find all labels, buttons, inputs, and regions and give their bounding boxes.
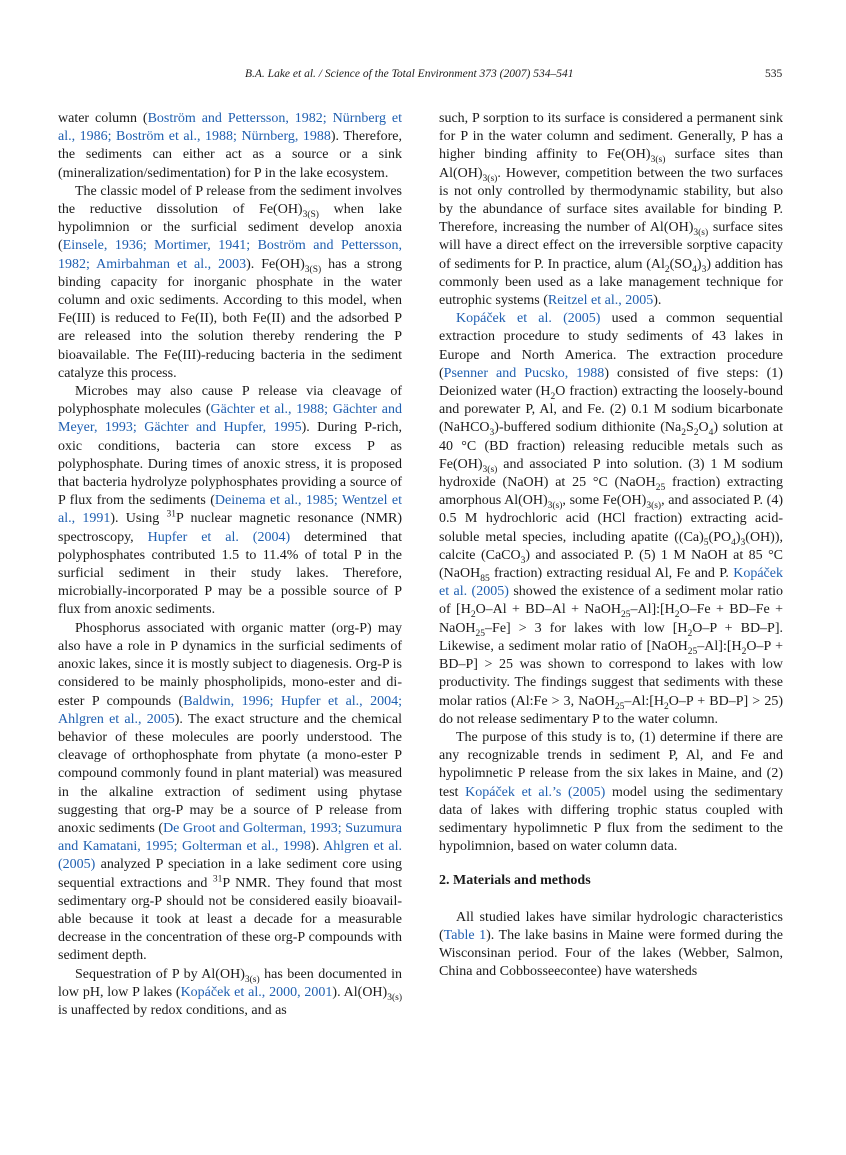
subscript: 3(s) [650,155,666,166]
subscript: 3(s) [547,501,563,512]
text-run: The purpose of this study is to, (1) determine if there are any recognizable trends in sediment P, Al, and Fe and hypolimnetic P release from the six lakes in Maine, and (2) test [439,729,783,800]
citation-link[interactable]: Boström and Pettersson, 1982; Nürnberg et al., 1986; Boström et al., 1988; Nürnberg, 1988 [58,111,402,145]
subscript: 25 [687,646,698,657]
paragraph [439,909,783,982]
section-heading: 2. Materials and methods [439,873,591,889]
text-run: Microbes may also cause P release via cleavage of polyphosphate molecules ( [58,384,402,418]
text-run: )-buffered sodium dithionite (Na [494,420,682,436]
text-run: (SO [669,256,693,272]
text-run: –Fe] > 3 for lakes with low [H [485,620,688,636]
subscript: 25 [655,482,666,493]
subscript: 3(S) [304,264,322,275]
left-column [58,110,402,1020]
citation-link[interactable]: De Groot and Golterman, 1993; Suzumura and Kamatani, 1995; Golterman et al., 1998 [58,820,402,855]
text-run: All studied lakes have similar hydrologic characteristics ( [439,909,783,943]
text-run: ) consisted of five steps: (1) Deionized water (H [439,365,783,400]
citation-link[interactable]: Psenner and Pucsko, 1988 [443,365,605,381]
subscript: 2 [741,646,747,657]
paragraph [439,310,783,729]
subscript: 2 [681,428,686,439]
subscript: 5 [703,537,709,548]
subscript: 3 [740,537,746,548]
citation-link[interactable]: Deinema et al., 1985; Wentzel et al., 1991 [58,493,403,527]
subscript: 2 [674,610,680,621]
citation-link[interactable]: Table 1 [443,927,487,943]
text-run: ) addition has commonly been used as a lake management technique for eutrophic systems ( [439,256,783,309]
text-run: –Al]:[H [697,638,742,654]
text-run: ) and associated P. (5) 1 M NaOH at 85 °C (NaOH [439,547,784,582]
text-run: used a common sequential extraction procedure to study sediments of 43 lakes in Europe and North America. The extraction procedure ( [439,311,783,381]
subscript: 25 [475,628,486,639]
text-run: , some Fe(OH) [562,493,647,509]
page-number: 535 [765,68,783,80]
text-run: model using the sedimentary data of lakes with differing trophic status coupled with sedimentary hypolimnetic P flux from the sediment to the hypolimnion, based on water column data. [439,784,783,855]
text-run: O–P + BD–P] > 25 was shown to correspond to lakes with low productivity. The findings suggest that sediments with these molar ratios (Al:Fe > 3, NaOH [439,638,783,709]
text-run: fraction) extracting amorphous Al(OH) [439,475,784,509]
text-run: ). During P-rich, oxic conditions, bacteria can store excess P as polyphosphate. During times of anoxic stress, it is proposed that bacteria hydrolyze polyphosphates providing a source of P flux from the sediments ( [58,420,402,509]
text-run: , and associated P. (4) 0.5 M hydrochloric acid (HCl fraction) extracting acid-soluble metal species, including apatite ((Ca) [439,493,783,545]
text-run: ). [311,839,324,855]
text-run: determined that polyphosphates contributed 1.5 to 11.4% of total P in the surficial sediment in their study lakes. Therefore, microbially-incorporated P may be a possible source of P flux from anoxic sediments. [58,529,402,618]
text-run: ) [735,529,741,545]
citation-link[interactable]: Kopáček et al. (2005) [456,311,601,327]
text-run: O fraction) extracting the loosely-bound and porewater P, Al, and Fe. (2) 0.1 M sodium bicarbonate (NaHCO [439,384,783,436]
text-run: surface sites than Al(OH) [439,147,783,181]
text-run: water column ( [58,111,148,126]
citation-link[interactable]: Kopáček et al., 2000, 2001 [180,984,333,1000]
subscript: 3(s) [244,974,260,985]
citation-link[interactable]: Kopáček et al. (2005) [439,566,783,600]
subscript: 3(s) [387,992,402,1003]
text-run: surface sites will have a direct effect on the irreversible sorptive capacity of sediments for P. In practice, alum (Al [439,220,784,272]
subscript: 4 [708,428,714,439]
citation-link[interactable]: Einsele, 1936; Mortimer, 1941; Boström and Pettersson, 1982; Amirbahman et al., 2003 [58,238,402,272]
citation-link[interactable]: Kopáček et al.’s (2005) [465,784,606,800]
text-run: ). [653,293,662,309]
text-run: has a strong binding capacity for inorganic phosphate in the water column and oxic sediments. According to this model, when Fe(III) is reduced to Fe(II), both Fe(II) and the adsorbed P are released into the solution thereby rendering the P bioavailable. The Fe(III)-reducing bacteria in the sediment catalyze this process. [58,256,402,381]
subscript: 3 [520,555,526,566]
text-run: ) solution at 40 °C (BD fraction) releasing reducible metals such as Fe(OH) [439,420,783,472]
text-run: P NMR. They found that most sedimentary org-P should not be considered easily bioavailable because it took at least a decade for a measurable decrease in the concentration of these org-P compounds with sediment depth. [58,875,402,964]
text-run: O [698,420,709,436]
text-run: (PO [708,529,732,545]
running-header [0,68,846,84]
text-run: S [685,420,694,436]
text-run: ). The exact structure and the chemical behavior of these molecules are poorly understood. The cleavage of orthophosphate from phytate (a mono-ester P compound commonly found in plant material) was measured in the alkaline extraction of sediment using phytase suggesting that org-P may be a source of P release from anoxic sediments ( [58,711,402,836]
text-run: (OH)), calcite (CaCO [439,529,783,563]
subscript: 4 [692,264,697,275]
subscript: 3(s) [646,501,662,512]
text-run: ). Al(OH) [332,984,388,1000]
running-title: B.A. Lake et al. / Science of the Total Environment 373 (2007) 534–541 [245,68,574,80]
text-run: ). Therefore, the sediments can either act as a source or a sink (mineralization/sedimentation) for P in the lake ecosystem. [58,129,403,181]
text-run: ) [696,256,702,272]
text-run: P nuclear magnetic resonance (NMR) spectroscopy, [58,511,402,545]
text-run: is unaffected by redox conditions, and as [58,1002,287,1018]
citation-link[interactable]: Baldwin, 1996; Hupfer et al., 2004; Ahlgren et al., 2005 [58,693,402,727]
subscript: 3 [489,428,495,439]
paragraph [58,620,402,966]
subscript: 2 [693,428,699,439]
text-run: ). Using [110,511,167,527]
paragraph [58,183,402,383]
subscript: 3(S) [302,209,319,220]
text-run: Sequestration of P by Al(OH) [75,966,245,982]
superscript: 31 [212,873,223,884]
text-run: analyzed P speciation in a lake sediment core using sequential extractions and [58,857,402,891]
citation-link[interactable]: Gächter et al., 1988; Gächter and Meyer, 1993; Gächter and Hupfer, 1995 [58,402,403,436]
subscript: 25 [620,610,631,621]
text-run: –Al]:[H [630,602,675,618]
text-run: showed the existence of a sediment molar ratio of [H [439,584,783,618]
text-run: and associated P into solution. (3) 1 M sodium hydroxide (NaOH) at 25 °C (NaOH [439,456,783,491]
subscript: 2 [470,610,476,621]
text-run: O–P + BD–P] > 25) do not release sedimentary P to the water column. [439,693,783,727]
subscript: 3(s) [482,464,498,475]
paragraph [439,110,783,310]
subscript: 85 [480,573,490,584]
subscript: 2 [664,701,669,712]
citation-link[interactable]: Reitzel et al., 2005 [547,293,654,309]
paragraph [58,966,402,1021]
text-run: ). The lake basins in Maine were formed during the Wisconsinan period. Four of the lakes (Webber, Salmon, China and Cobbosseecontee) have watersheds [439,927,783,980]
subscript: 4 [731,537,736,548]
citation-link[interactable]: Hupfer et al. (2004) [147,529,291,545]
subscript: 3(s) [482,173,498,184]
text-run: The classic model of P release from the sediment involves the reductive dissolution of Fe(OH) [58,183,402,218]
subscript: 25 [614,701,625,712]
paragraph [58,383,402,620]
subscript: 3 [701,264,707,275]
citation-link[interactable]: Ahlgren et al. (2005) [58,839,402,873]
text-run: ). Fe(OH) [246,256,305,272]
text-run: O–Al + BD–Al + NaOH [475,602,621,618]
superscript: 31 [166,509,176,520]
subscript: 2 [550,391,556,402]
text-run: . However, competition between the two surfaces is not only controlled by thermodynamic stability, but also by the abundance of surface sites available for binding P. Therefore, increasing the number of Al(OH) [439,165,783,236]
right-column [439,110,783,981]
subscript: 3(s) [693,228,709,239]
subscript: 2 [664,264,670,275]
text-run: when lake hypolimnion or the surficial sediment develop anoxia ( [58,202,402,254]
text-run: –Al:[H [624,693,665,709]
text-run: fraction) extracting residual Al, Fe and P. [489,566,734,582]
paragraph [58,110,402,183]
text-run: Phosphorus associated with organic matter (org-P) may also have a role in P dynamics in the surficial sediments of anoxic lakes, since it is mostly subject to diagenesis. Org-P is considered to be mainly phospholipids, mono-ester and di-ester P compounds ( [58,620,402,709]
text-run: such, P sorption to its surface is considered a permanent sink for P in the water column and sediment. Generally, P has a higher binding affinity to Fe(OH) [439,111,783,163]
paragraph [439,729,783,856]
text-run: O–Fe + BD–Fe + NaOH [439,602,783,636]
subscript: 2 [687,628,693,639]
text-run: O–P + BD–P]. Likewise, a sediment molar ratio of [NaOH [439,620,783,654]
text-run: has been documented in low pH, low P lakes ( [58,966,402,1000]
